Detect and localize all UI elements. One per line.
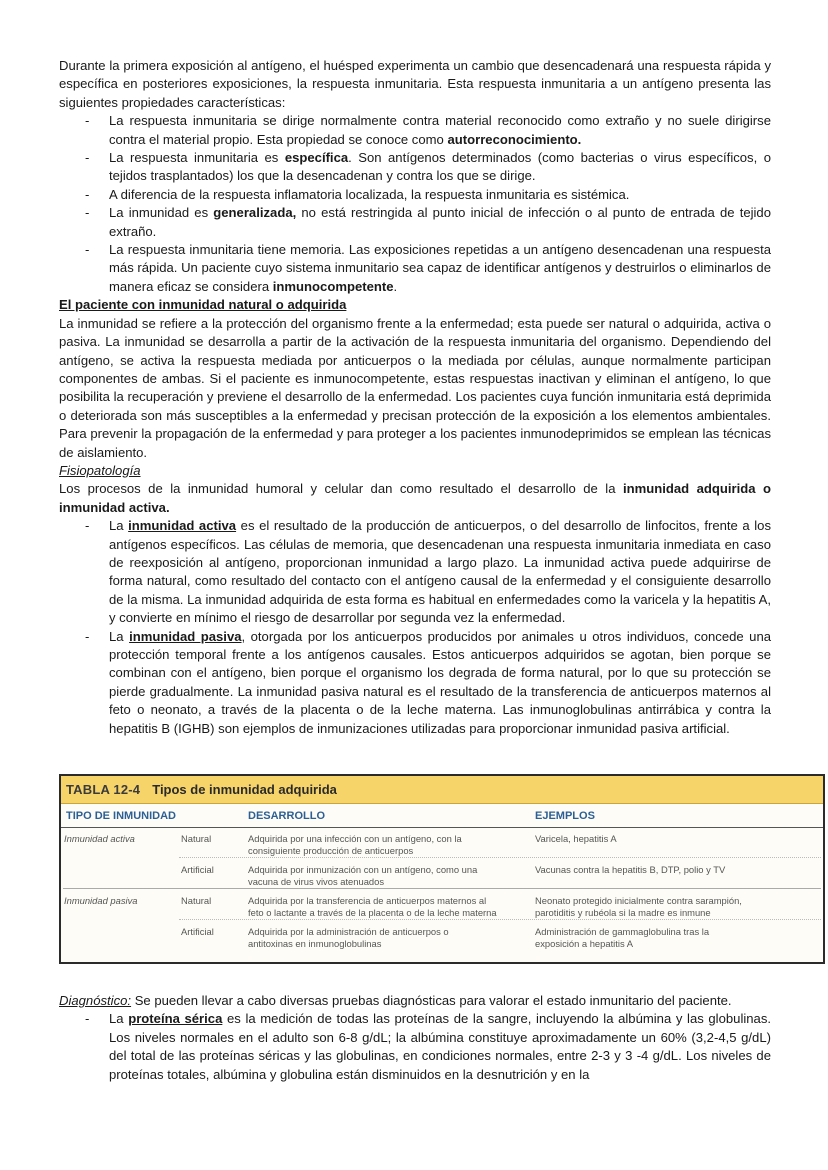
- fisio-intro: [59, 480, 771, 517]
- list-item-text: . Son antígenos determinados (como bacterias o virus específicos, o tejidos trasplantados) los que la desencadenan y contra los que se dirige.: [109, 150, 771, 184]
- list-item-text: La: [109, 1011, 129, 1027]
- term-serum-protein: proteína sérica: [128, 1011, 223, 1027]
- list-item-text: es la medición de todas las proteínas de la sangre, incluyendo la albúmina y las globulinas. Los niveles normales en el adulto son 6-8 g/dL; la albúmina constituye aproximadamente un 60% (3,2-4,5 g/dL) del total de las proteínas séricas y las globulinas, en condiciones normales, entre 2-3 y 3 -4 g/dL. Los niveles de proteínas totales, albúmina y globulina están disminuidos en la desnutrición y en la: [109, 1011, 772, 1082]
- row-subtype: Natural: [181, 895, 212, 906]
- list-item-text: La: [109, 628, 130, 644]
- list-item-text: .: [393, 278, 398, 294]
- table-title: Tipos de inmunidad adquirida: [152, 782, 337, 797]
- subsection-title: Fisiopatología: [59, 462, 141, 478]
- list-item-text: A diferencia de la respuesta inflamatoria localizada, la respuesta inmunitaria es sistémica.: [109, 186, 630, 202]
- column-header-type: TIPO DE INMUNIDAD: [66, 810, 176, 822]
- diagnosis-paragraph: [59, 992, 771, 1010]
- list-item: [59, 628, 771, 738]
- list-item: [59, 112, 771, 149]
- immunity-table: [59, 774, 825, 964]
- list-item-bold: generalizada,: [213, 205, 297, 221]
- table-row: [61, 921, 823, 952]
- intro-paragraph: [59, 57, 771, 112]
- row-subtype: Artificial: [181, 926, 214, 937]
- section-title: El paciente con inmunidad natural o adquirida: [59, 297, 347, 313]
- list-item-text: , otorgada por los anticuerpos producidos por animales u otros individuos, concede una protección temporal frente a los antígenos causales. Estos anticuerpos adquiridos se agotan, bien porque se combinan con el antígeno, bien porque el organismo los degrada de forma natural, por lo que su protección se pierde gradualmente. La inmunidad pasiva natural es el resultado de la transferencia de anticuerpos maternos al feto o neonato, a través de la placenta o de la leche materna. Las inmunoglobulinas antirrábica y contra la hepatitis B (IGHB) son ejemplos de inmunizaciones utilizadas para proporcionar inmunidad pasiva artificial.: [109, 628, 772, 736]
- row-divider: [179, 857, 821, 858]
- diagnosis-text: Se pueden llevar a cabo diversas pruebas diagnósticas para valorar el estado inmunitario del paciente.: [131, 993, 732, 1008]
- list-item-text: es el resultado de la producción de anticuerpos, o del desarrollo de linfocitos, frente a los antígenos específicos. Las células de memoria, que desencadenan una respuesta inmunitaria inmediata en caso de reexposición al antígeno, proporcionan inmunidad a largo plazo. La inmunidad activa puede adquirirse de forma natural, como resultado del contacto con el antígeno causal de la enfermedad y el consiguiente desarrollo de la misma. La inmunidad adquirida de esta forma es habitual en enfermedades como la varicela y la hepatitis A, y convierte en mínimo el riesgo de desarrollar por segunda vez la enfermedad.: [109, 518, 771, 626]
- row-dev-line2: antitoxinas en inmunoglobulinas: [248, 937, 382, 949]
- document-page: [59, 57, 771, 738]
- list-item: [59, 241, 771, 296]
- list-item-bold: inmunocompetente: [272, 278, 394, 294]
- document-page-lower: [59, 992, 771, 1084]
- list-item: [59, 186, 771, 204]
- row-dev-line1: Adquirida por inmunización con un antígeno, como una: [248, 864, 478, 875]
- fisio-intro-bold: inmunidad adquirida o inmunidad activa.: [59, 481, 771, 515]
- list-item: [59, 517, 771, 627]
- row-dev-line1: Adquirida por la transferencia de anticuerpos maternos al: [248, 895, 487, 906]
- list-item-bold: específica: [284, 150, 349, 166]
- row-type: Inmunidad pasiva: [64, 895, 138, 906]
- list-item-text: La inmunidad es: [109, 205, 214, 221]
- table-header: [61, 776, 823, 804]
- row-example-line1: Varicela, hepatitis A: [535, 833, 617, 844]
- table-row: [61, 859, 823, 890]
- row-subtype: Natural: [181, 833, 212, 844]
- row-subtype: Artificial: [181, 864, 214, 875]
- table-row: [61, 890, 823, 921]
- list-item-bold: autorreconocimiento.: [447, 131, 582, 147]
- list-item-text: La respuesta inmunitaria es: [109, 150, 285, 166]
- fisio-intro-text: Los procesos de la inmunidad humoral y celular dan como resultado el desarrollo de la: [59, 481, 623, 497]
- row-example-line1: Administración de gammaglobulina tras la: [535, 926, 710, 937]
- row-dev-line2: feto o lactante a través de la placenta o de la leche materna: [248, 906, 497, 918]
- diagnosis-list: [59, 1010, 771, 1084]
- table-column-headers: [61, 804, 823, 828]
- list-item: [59, 204, 771, 241]
- row-dev-line1: Adquirida por la administración de anticuerpos o: [248, 926, 449, 937]
- properties-list: [59, 112, 771, 296]
- row-example-line2: parotiditis y rubéola si la madre es inmune: [535, 906, 711, 918]
- list-item-text: La: [109, 518, 129, 534]
- row-example-line1: Vacunas contra la hepatitis B, DTP, polio y TV: [535, 864, 726, 875]
- row-divider: [179, 919, 821, 920]
- diagnosis-label: Diagnóstico:: [59, 993, 132, 1008]
- section-paragraph: La inmunidad se refiere a la protección del organismo frente a la enfermedad; esta puede ser natural o adquirida, activa o pasiva. La inmunidad se desarrolla a partir de la activación de la respuesta inmunitaria del organismo. Dependiendo del antígeno, se activa la respuesta mediada por anticuerpos o la mediada por células, aunque normalmente participan componentes de ambas. Si el paciente es inmunocompetente, estas respuestas inactivan y eliminan el antígeno, lo que posibilita la recuperación y previene el desarrollo de la enfermedad. Los pacientes cuya función inmunitaria está deprimida o deteriorada son más susceptibles a la enfermedad y precisan protección de la exposición a los elementos ambientales. Para prevenir la propagación de la enfermedad y para proteger a los pacientes inmunodeprimidos se emplean las técnicas de aislamiento.: [59, 315, 771, 460]
- column-header-development: DESARROLLO: [248, 810, 325, 822]
- list-item: [59, 149, 771, 186]
- list-item-text: La respuesta inmunitaria se dirige normalmente contra material reconocido como extraño y no suele dirigirse contra el material propio. Esta propiedad se conoce como: [109, 113, 771, 147]
- immunity-list: [59, 517, 771, 738]
- row-type: Inmunidad activa: [64, 833, 135, 844]
- row-example-line2: exposición a hepatitis A: [535, 937, 633, 949]
- row-dev-line1: Adquirida por una infección con un antígeno, con la: [248, 833, 462, 844]
- row-dev-line2: consiguiente producción de anticuerpos: [248, 844, 414, 856]
- row-divider: [63, 888, 821, 889]
- list-item: [59, 1010, 771, 1084]
- list-item-text: no está restringida al punto inicial de infección o al punto de entrada de tejido extraño.: [109, 205, 771, 239]
- column-header-examples: EJEMPLOS: [535, 810, 595, 822]
- row-dev-line2: vacuna de virus vivos atenuados: [248, 875, 385, 887]
- list-item-text: La respuesta inmunitaria tiene memoria. Las exposiciones repetidas a un antígeno desencadenan una respuesta más rápida. Un paciente cuyo sistema inmunitario sea capaz de identificar antígenos y destruirlos o eliminarlos de manera eficaz se considera: [109, 242, 771, 294]
- term-active-immunity: inmunidad activa: [128, 518, 237, 534]
- table-number: TABLA 12-4: [66, 782, 141, 797]
- table-row: [61, 828, 823, 859]
- term-passive-immunity: inmunidad pasiva: [129, 628, 242, 644]
- intro-text: Durante la primera exposición al antígeno, el huésped experimenta un cambio que desencadenará una respuesta rápida y específica en posteriores exposiciones, la respuesta inmunitaria. Esta respuesta inmunitaria a un antígeno presenta las siguientes propiedades características:: [59, 58, 771, 110]
- row-example-line1: Neonato protegido inicialmente contra sarampión,: [535, 895, 742, 906]
